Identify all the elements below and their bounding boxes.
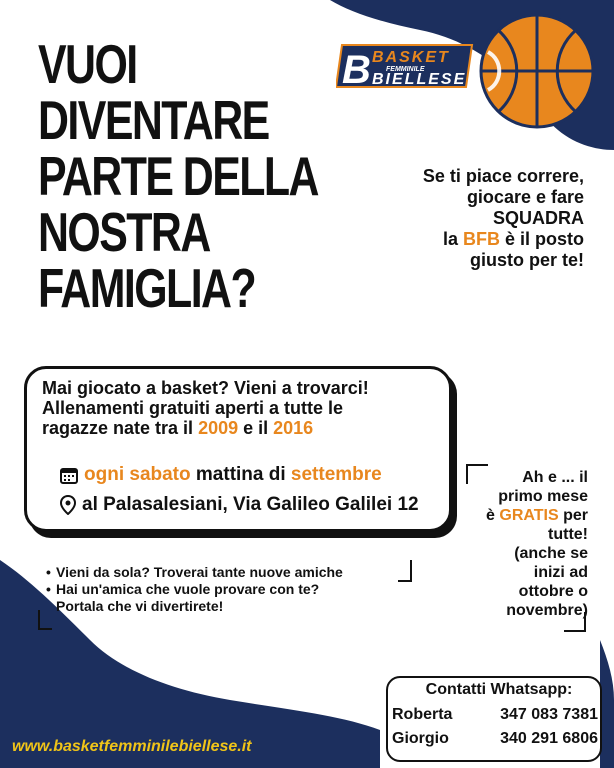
tagline-text: è il posto [499, 229, 584, 249]
tagline-line: Se ti piace correre, [422, 166, 584, 186]
tagline-line [344, 229, 584, 250]
headline-line: NOSTRA [38, 201, 210, 263]
logo-bottom-text: BIELLESE [372, 71, 467, 88]
gratis-line: novembre) [506, 602, 588, 619]
gratis-line: ottobre o [518, 583, 588, 600]
location-line [60, 494, 440, 516]
tagline [344, 166, 584, 271]
headline [38, 33, 318, 319]
gratis-note [460, 468, 588, 620]
gratis-text: per [558, 507, 588, 524]
gratis-line: primo mese [498, 488, 588, 505]
info-line [42, 418, 442, 438]
gratis-line: tutte! [548, 526, 588, 543]
headline-line: VUOI [38, 33, 137, 95]
tagline-line: giocare e fare [466, 187, 584, 207]
year-start: 2009 [198, 418, 239, 438]
month-highlight: settembre [290, 464, 382, 485]
contact-phone[interactable]: 347 083 7381 [500, 706, 598, 723]
info-line: Allenamenti gratuiti aperti a tutte le [42, 398, 344, 418]
contact-row [392, 730, 598, 748]
gratis-text: è [486, 507, 500, 524]
headline-line: PARTE DELLA [38, 145, 318, 207]
list-item: • Hai un'amica che vuole provare con te? [46, 581, 416, 598]
year-end: 2016 [273, 418, 314, 438]
club-logo [336, 43, 474, 89]
list-item: • Vieni da sola? Troverai tante nuove amiche [46, 564, 416, 581]
info-text-span: e il [238, 418, 274, 438]
info-text [42, 378, 442, 438]
contact-row [392, 706, 598, 724]
gratis-highlight: GRATIS [499, 507, 559, 524]
headline-line: FAMIGLIA? [38, 257, 256, 319]
info-text-span: ragazze nate tra il [42, 418, 199, 438]
bullet-list [46, 564, 416, 615]
gratis-line [460, 506, 588, 525]
tagline-text: la [442, 229, 463, 249]
list-item-continuation: Portala che vi divertirete! [56, 598, 224, 614]
contact-name: Roberta [392, 706, 453, 723]
calendar-icon [60, 466, 78, 484]
headline-line: DIVENTARE [38, 89, 269, 151]
location-pin-icon [60, 495, 76, 515]
contact-name: Giorgio [392, 730, 449, 747]
gratis-line: (anche se [514, 545, 588, 562]
day-highlight: ogni sabato [84, 464, 191, 485]
contact-phone[interactable]: 340 291 6806 [500, 730, 598, 747]
logo-letter: B [342, 48, 371, 89]
basketball-icon [478, 12, 596, 130]
gratis-line: inizi ad [533, 564, 588, 581]
contact-title: Contatti Whatsapp: [425, 681, 573, 698]
logo-top-text: BASKET [372, 49, 450, 66]
website-link[interactable]: www.basketfemminilebiellese.it [12, 738, 252, 755]
location-text: al Palasalesiani, Via Galileo Galilei 12 [82, 494, 419, 515]
schedule-text: mattina di [190, 464, 291, 485]
info-line: Mai giocato a basket? Vieni a trovarci! [42, 378, 369, 398]
tagline-line: SQUADRA [492, 208, 584, 228]
gratis-line: Ah e ... il [522, 469, 588, 486]
bfb-highlight: BFB [462, 229, 500, 249]
logo-sub-text: FEMMINILE [386, 66, 425, 73]
tagline-line: giusto per te! [469, 250, 584, 270]
schedule-line [60, 464, 440, 486]
